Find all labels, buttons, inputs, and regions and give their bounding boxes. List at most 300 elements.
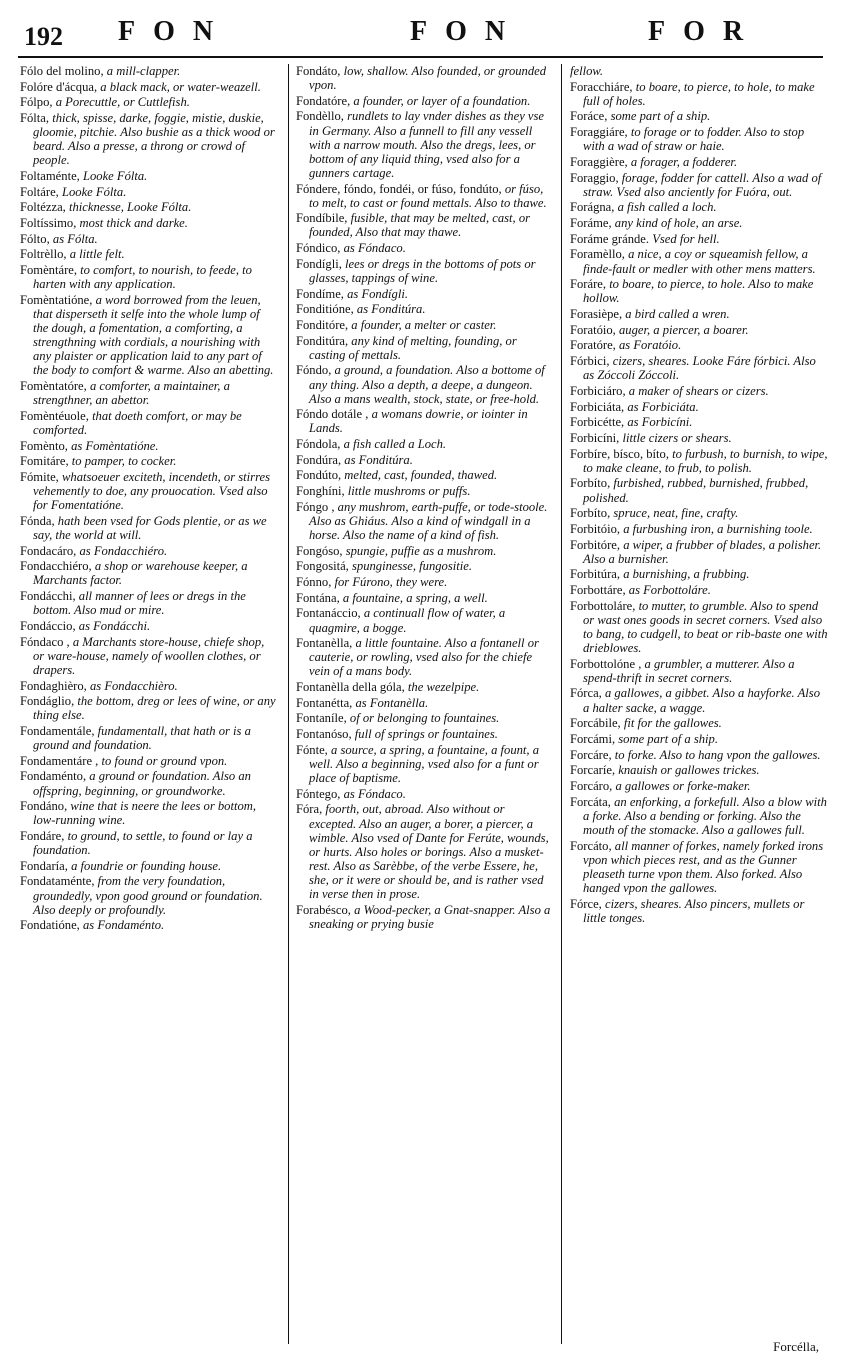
entry-headword: Foraggière, — [570, 154, 628, 169]
entry-headword: Fondíbile, — [296, 211, 348, 226]
entry-headword: Fondáno, — [20, 799, 68, 814]
entry-headword: Fónno, — [296, 575, 332, 590]
entry-headword: Fondácchi, — [20, 589, 76, 604]
entry-headword: Foráre, — [570, 277, 607, 292]
entry-definition: a comforter, a maintainer, a strengthner, an abettor. — [33, 379, 230, 408]
dictionary-entry — [296, 94, 552, 108]
dictionary-entry — [570, 779, 828, 793]
entry-headword: Fondamentále, — [20, 723, 95, 738]
entry-definition: a little fountaine. Also a fontanell or cauterie, or rowling, vsed also for the chiefe vein of a mans body. — [309, 636, 539, 679]
entry-headword: Forbitóio, — [570, 521, 621, 536]
header-word-right: FOR — [648, 16, 762, 47]
dictionary-entry — [20, 859, 278, 873]
dictionary-entry — [296, 544, 552, 558]
entry-definition: fusible, that may be melted, cast, or founded, Also that may thawe. — [309, 211, 531, 240]
dictionary-entry — [20, 409, 278, 437]
entry-definition: cizers, sheares. Also pincers, mullets or little tonges. — [583, 896, 805, 925]
dictionary-entry — [570, 277, 828, 305]
entry-definition: a little felt. — [69, 247, 125, 262]
dictionary-entry — [296, 500, 552, 542]
entry-definition: to forke. Also to hang vpon the gallowes. — [614, 747, 821, 762]
entry-column-3 — [570, 64, 828, 926]
entry-headword: Forbíre, bísco, bíto, — [570, 446, 669, 461]
entry-definition: as Fondígli. — [347, 286, 408, 301]
entry-headword: Fondígli, — [296, 256, 342, 271]
dictionary-entry — [296, 437, 552, 451]
entry-definition: a continuall flow of water, a quagmire, a bogge. — [309, 606, 506, 635]
entry-definition: a maker of shears or cizers. — [628, 383, 769, 398]
entry-definition: as Forbottoláre. — [628, 583, 711, 598]
dictionary-entry — [20, 293, 278, 378]
dictionary-entry — [570, 763, 828, 777]
entry-definition: an enforking, a forkefull. Also a blow with a forke. Also a bending or forking. Also the mouth of the stomacke. Also a gallowes full. — [583, 794, 827, 837]
entry-headword: Fondúra, — [296, 452, 342, 467]
dictionary-entry — [570, 64, 828, 78]
dictionary-entry — [20, 694, 278, 722]
entry-definition: any kind of hole, an arse. — [614, 216, 743, 231]
entry-headword: Fonditóre, — [296, 317, 349, 332]
entry-definition: spungie, puffie as a mushrom. — [345, 543, 497, 558]
entry-definition: a womans dowrie, or iointer in Lands. — [309, 407, 528, 436]
entry-headword: Forbitóre, — [570, 537, 621, 552]
dictionary-entry — [296, 696, 552, 710]
entry-headword: Fondáto, — [296, 64, 341, 78]
entry-headword: Fondúto, — [296, 468, 342, 483]
entry-headword: Fonditúra, — [296, 333, 349, 348]
entry-headword: Foráme gránde. — [570, 231, 650, 246]
entry-definition: a word borrowed from the leuen, that disperseth it selfe into the whole lump of the dough, a fomentation, a comforting, a strengthning with cordials, a nourishing with any plaister or application laid to any part of the body to comfort & warme. Also an abetting. — [33, 292, 274, 378]
entry-definition: most thick and darke. — [79, 216, 188, 231]
entry-headword: Fontanétta, — [296, 695, 353, 710]
dictionary-entry — [570, 567, 828, 581]
entry-headword: Fóngo , — [296, 499, 335, 514]
entry-headword: Fondíme, — [296, 286, 344, 301]
dictionary-entry — [570, 522, 828, 536]
entry-headword: Forbicíni, — [570, 430, 620, 445]
dictionary-entry — [296, 407, 552, 435]
entry-definition: fellow. — [570, 64, 603, 78]
entry-headword: Forbottáre, — [570, 583, 626, 598]
entry-definition: a founder, a melter or caster. — [351, 317, 497, 332]
dictionary-entry — [296, 484, 552, 498]
dictionary-entry — [570, 657, 828, 685]
dictionary-entry — [570, 538, 828, 566]
entry-definition: any mushrom, earth-puffe, or tode-stoole. Also as Ghiáus. Also a kind of windgall in a horse. Also the name of a kind of fish. — [309, 499, 548, 542]
entry-headword: Fóndola, — [296, 437, 341, 452]
entry-headword: Fórca, — [570, 686, 602, 701]
header-word-middle: FON — [410, 16, 524, 47]
entry-definition: as Fontanèlla. — [355, 695, 429, 710]
entry-headword: Forbicétte, — [570, 415, 625, 430]
dictionary-entry — [20, 263, 278, 291]
entry-headword: Fondacchiéro, — [20, 559, 92, 574]
entry-definition: the bottom, dreg or lees of wine, or any thing else. — [33, 694, 276, 723]
dictionary-entry — [20, 829, 278, 857]
entry-definition: a foundrie or founding house. — [71, 858, 222, 873]
entry-definition: whatsoeuer exciteth, incendeth, or stirres vehemently to doe, any prouocation. Vsed also for Fomentatióne. — [33, 470, 270, 513]
dictionary-entry — [570, 155, 828, 169]
entry-definition: auger, a piercer, a boarer. — [618, 322, 749, 337]
entry-definition: a wiper, a frubber of blades, a polisher. Also a burnisher. — [583, 537, 822, 566]
dictionary-entry — [20, 874, 278, 916]
entry-definition: as Fonditúra. — [344, 452, 413, 467]
entry-headword: Fórce, — [570, 896, 602, 911]
entry-headword: Forbiciáro, — [570, 383, 626, 398]
entry-definition: hath been vsed for Gods plentie, or as we say, the world at will. — [33, 513, 267, 542]
entry-headword: Fomèntéuole, — [20, 408, 89, 423]
dictionary-entry — [296, 182, 552, 210]
dictionary-entry — [296, 241, 552, 255]
dictionary-entry — [20, 769, 278, 797]
entry-definition: a bird called a wren. — [625, 307, 730, 322]
entry-headword: Forcámi, — [570, 731, 616, 746]
entry-definition: a furbushing iron, a burnishing toole. — [623, 521, 813, 536]
dictionary-entry — [296, 559, 552, 573]
entry-definition: as Forbiciáta. — [627, 399, 699, 414]
entry-headword: Fondaménto, — [20, 769, 87, 784]
header-word-left: FON — [118, 16, 232, 47]
catchword: Forcélla, — [773, 1339, 819, 1354]
entry-headword: Fóndere, fóndo, fondéi, or fúso, fondúto, — [296, 181, 502, 196]
entry-headword: Foráme, — [570, 216, 612, 231]
dictionary-entry — [20, 724, 278, 752]
dictionary-entry — [570, 384, 828, 398]
dictionary-entry — [570, 307, 828, 321]
entry-definition: any kind of melting, founding, or casting of mettals. — [309, 333, 517, 362]
dictionary-entry — [570, 839, 828, 895]
entry-definition: low, shallow. Also founded, or grounded vpon. — [309, 64, 547, 93]
entry-headword: Forcáto, — [570, 838, 612, 853]
entry-definition: a Marchants store-house, chiefe shop, or ware-house, namely of woollen clothes, or drapers. — [33, 634, 265, 677]
dictionary-entry — [570, 109, 828, 123]
entry-definition: as Fóndaco. — [343, 786, 406, 801]
entry-definition: rundlets to lay vnder dishes as they vse in Germany. Also a funnell to fill any vessell with a narrow mouth. Also the dregs, lees, or bottom of any liquid thing, vsed also for a gunners cartage. — [309, 109, 545, 180]
entry-definition: wine that is neere the lees or bottom, low-running wine. — [33, 799, 257, 828]
entry-headword: Forbíto, — [570, 506, 611, 521]
entry-headword: Fomèntatóre, — [20, 379, 87, 394]
dictionary-entry — [20, 185, 278, 199]
entry-definition: foorth, out, abroad. Also without or excepted. Also an auger, a borer, a piercer, a wimble. Also vsed of Dante for Ferúte, wounds, or hurts. Also holes or borings. Also a musket-rest. Also as Sarèbbe, of the verbe Essere, he, she, or it were or should be, and is rather vsed in verse then in prose. — [309, 802, 549, 901]
entry-headword: Fónda, — [20, 513, 55, 528]
entry-definition: a Porecuttle, or Cuttlefish. — [55, 95, 190, 110]
entry-headword: Fontanáccio, — [296, 606, 361, 621]
dictionary-entry — [296, 109, 552, 179]
header-rule — [18, 56, 823, 58]
dictionary-entry — [20, 559, 278, 587]
entry-headword: Foltaménte, — [20, 169, 80, 184]
dictionary-entry — [570, 795, 828, 837]
entry-headword: Foramèllo, — [570, 247, 625, 262]
entry-definition: as Fondaménto. — [82, 918, 165, 933]
entry-definition: a black mack, or water-weazell. — [100, 79, 261, 94]
column-divider — [561, 64, 562, 1344]
entry-definition: a gallowes or forke-maker. — [615, 779, 751, 793]
entry-headword: Fóndico, — [296, 241, 341, 256]
entry-definition: the wezelpipe. — [407, 680, 480, 695]
entry-headword: Fondatóre, — [296, 93, 351, 108]
entry-definition: as Fondácchi. — [78, 618, 151, 633]
entry-headword: Forbíto, — [570, 476, 611, 491]
entry-headword: Forbottoláre, — [570, 598, 636, 613]
dictionary-entry — [296, 468, 552, 482]
entry-definition: Looke Fólta. — [61, 184, 127, 199]
dictionary-entry — [20, 679, 278, 693]
entry-headword: Foráce, — [570, 109, 608, 124]
dictionary-entry — [20, 216, 278, 230]
entry-definition: that doeth comfort, or may be comforted. — [33, 408, 242, 437]
dictionary-entry — [296, 680, 552, 694]
dictionary-entry — [296, 211, 552, 239]
entry-definition: a source, a spring, a fountaine, a fount, a well. Also a beginning, vsed also for a funt or place of baptisme. — [309, 742, 540, 786]
entry-definition: to pamper, to cocker. — [71, 454, 177, 469]
entry-headword: Fontanèlla, — [296, 636, 353, 651]
entry-definition: a nice, a coy or squeamish fellow, a finde-fault or medler with other mens matters. — [583, 247, 816, 276]
entry-definition: for Fúrono, they were. — [334, 575, 448, 590]
entry-definition: to found or ground vpon. — [101, 753, 228, 768]
entry-definition: as Fóndaco. — [343, 241, 406, 256]
entry-definition: a ground or foundation. Also an offspring, beginning, or groundworke. — [33, 769, 251, 798]
entry-headword: Fondataménte, — [20, 874, 95, 889]
entry-definition: a shop or warehouse keeper, a Marchants factor. — [33, 559, 248, 588]
entry-headword: Forbiciáta, — [570, 399, 625, 414]
entry-headword: Forágna, — [570, 200, 615, 215]
entry-definition: all manner of lees or dregs in the bottom. Also mud or mire. — [33, 589, 246, 618]
entry-headword: Fóra, — [296, 802, 323, 817]
dictionary-entry — [20, 95, 278, 109]
entry-headword: Fongositá, — [296, 559, 349, 574]
dictionary-entry — [570, 247, 828, 275]
entry-headword: Fontanóso, — [296, 727, 352, 742]
dictionary-entry — [570, 200, 828, 214]
entry-definition: knauish or gallowes trickes. — [618, 763, 760, 778]
dictionary-entry — [20, 544, 278, 558]
entry-headword: Fondaría, — [20, 858, 68, 873]
entry-definition: as Fomèntatióne. — [71, 438, 159, 453]
entry-definition: to boare, to pierce, to hole. Also to make hollow. — [583, 277, 814, 306]
entry-headword: Forbitúra, — [570, 567, 621, 582]
dictionary-entry — [20, 439, 278, 453]
entry-headword: Fomènto, — [20, 438, 68, 453]
entry-definition: a mill-clapper. — [106, 64, 181, 78]
dictionary-entry — [20, 454, 278, 468]
entry-headword: Foltrèllo, — [20, 247, 67, 262]
entry-column-2 — [296, 64, 552, 932]
entry-headword: Fondatióne, — [20, 918, 80, 933]
entry-definition: a gallowes, a gibbet. Also a hayforke. Also a halter sacke, a wagge. — [583, 686, 821, 715]
entry-definition: to ground, to settle, to found or lay a foundation. — [33, 829, 253, 858]
dictionary-entry — [570, 476, 828, 504]
dictionary-entry — [570, 599, 828, 655]
dictionary-entry — [20, 754, 278, 768]
dictionary-entry — [570, 748, 828, 762]
dictionary-entry — [20, 379, 278, 407]
entry-definition: melted, cast, founded, thawed. — [344, 468, 498, 483]
entry-column-1 — [20, 64, 278, 934]
entry-definition: little mushroms or puffs. — [347, 484, 471, 499]
dictionary-entry — [570, 400, 828, 414]
entry-definition: full of springs or fountaines. — [354, 727, 498, 742]
dictionary-entry — [296, 287, 552, 301]
entry-headword: Fongóso, — [296, 543, 343, 558]
dictionary-entry — [296, 591, 552, 605]
entry-definition: to mutter, to grumble. Also to spend or wast ones goods in secret corners. Vsed also to bang, to cudgell, to beat or rib-baste one with drieblowes. — [583, 598, 828, 655]
entry-headword: Forcáre, — [570, 747, 612, 762]
dictionary-entry — [570, 232, 828, 246]
entry-headword: Fólo del molino, — [20, 64, 104, 78]
dictionary-entry — [296, 453, 552, 467]
entry-headword: Foltézza, — [20, 200, 66, 215]
entry-headword: Foltíssimo, — [20, 216, 77, 231]
dictionary-entry — [296, 575, 552, 589]
entry-definition: as Fondacchièro. — [89, 678, 178, 693]
dictionary-entry — [570, 732, 828, 746]
entry-definition: little cizers or shears. — [622, 430, 732, 445]
dictionary-entry — [296, 743, 552, 785]
entry-definition: lees or dregs in the bottoms of pots or glasses, tappings of wine. — [309, 256, 536, 285]
dictionary-entry — [570, 447, 828, 475]
dictionary-entry — [296, 636, 552, 678]
entry-headword: Fóndo, — [296, 363, 332, 378]
entry-definition: cizers, sheares. Looke Fáre fórbici. Also as Zóccoli Zóccoli. — [583, 354, 816, 383]
entry-headword: Fondamentáre , — [20, 753, 99, 768]
entry-definition: a fish called a loch. — [617, 200, 717, 215]
entry-definition: as Forbicíni. — [627, 415, 693, 430]
entry-definition: Looke Fólta. — [82, 169, 148, 184]
dictionary-entry — [570, 354, 828, 382]
entry-definition: a fish called a Loch. — [343, 437, 447, 452]
entry-headword: Forcáta, — [570, 794, 611, 809]
entry-headword: Fomitáre, — [20, 454, 69, 469]
entry-headword: Fólto, — [20, 231, 50, 246]
entry-headword: Fondèllo, — [296, 109, 344, 124]
entry-definition: to boare, to pierce, to hole, to make full of holes. — [583, 79, 815, 108]
entry-definition: as Fólta. — [52, 231, 98, 246]
entry-definition: a Wood-pecker, a Gnat-snapper. Also a sneaking or prying busie — [309, 902, 551, 931]
entry-headword: Fontanèlla della góla, — [296, 680, 405, 695]
dictionary-entry — [20, 80, 278, 94]
entry-headword: Fontána, — [296, 590, 340, 605]
dictionary-entry — [20, 635, 278, 677]
entry-definition: fit for the gallowes. — [623, 716, 722, 731]
entry-headword: Fóntego, — [296, 786, 341, 801]
dictionary-entry — [20, 111, 278, 167]
entry-headword: Fómite, — [20, 470, 59, 485]
entry-headword: Fóndo dotále , — [296, 407, 369, 422]
dictionary-entry — [296, 334, 552, 362]
entry-definition: furbished, rubbed, burnished, frubbed, polished. — [583, 476, 809, 505]
dictionary-entry — [570, 716, 828, 730]
entry-definition: a founder, or layer of a foundation. — [353, 93, 531, 108]
dictionary-entry — [570, 431, 828, 445]
dictionary-entry — [296, 302, 552, 316]
dictionary-entry — [20, 247, 278, 261]
entry-headword: Foltáre, — [20, 184, 59, 199]
entry-headword: Foracchiáre, — [570, 79, 633, 94]
dictionary-entry — [570, 338, 828, 352]
entry-definition: a burnishing, a frubbing. — [623, 567, 750, 582]
dictionary-entry — [296, 727, 552, 741]
entry-definition: a forager, a fodderer. — [630, 154, 738, 169]
entry-headword: Forcaríe, — [570, 763, 616, 778]
dictionary-entry — [570, 125, 828, 153]
dictionary-entry — [570, 323, 828, 337]
dictionary-entry — [296, 606, 552, 634]
dictionary-entry — [570, 216, 828, 230]
entry-headword: Foraggio, — [570, 170, 619, 185]
entry-headword: Fondaghièro, — [20, 678, 87, 693]
dictionary-entry — [20, 64, 278, 78]
entry-headword: Foraggiáre, — [570, 125, 628, 140]
entry-definition: a grumbler, a mutterer. Also a spend-thrift in secret corners. — [583, 656, 795, 685]
dictionary-entry — [570, 171, 828, 199]
entry-definition: thicknesse, Looke Fólta. — [68, 200, 192, 215]
entry-headword: Fonditióne, — [296, 302, 354, 317]
entry-headword: Forbottolóne , — [570, 656, 642, 671]
dictionary-entry — [570, 506, 828, 520]
dictionary-entry — [296, 363, 552, 405]
entry-definition: thick, spisse, darke, foggie, mistie, duskie, gloomie, pitchie. Also bushie as a thick wood or beard. Also a presse, a throng or crowd of people. — [33, 111, 275, 168]
entry-definition: to furbush, to burnish, to wipe, to make cleane, to frub, to polish. — [583, 446, 828, 475]
entry-definition: a ground, a foundation. Also a bottome of any thing. Also a depth, a deepe, a dungeon. Also a mans wealth, stock, state, or free-hold. — [309, 363, 545, 406]
dictionary-entry — [20, 589, 278, 617]
entry-definition: forage, fodder for cattell. Also a wad of straw. Vsed also anciently for Fuóra, out. — [583, 170, 822, 199]
dictionary-entry — [20, 169, 278, 183]
entry-headword: Fólpo, — [20, 95, 53, 110]
entry-headword: Forcábile, — [570, 716, 621, 731]
dictionary-entry — [570, 583, 828, 597]
entry-headword: Fondáglio, — [20, 694, 75, 709]
entry-headword: Fonghíni, — [296, 484, 345, 499]
dictionary-entry — [296, 903, 552, 931]
entry-headword: Fóndaco , — [20, 634, 70, 649]
entry-headword: Fondáre, — [20, 829, 65, 843]
dictionary-entry — [296, 711, 552, 725]
dictionary-entry — [20, 514, 278, 542]
entry-headword: Forcáro, — [570, 779, 613, 793]
entry-headword: Foratóre, — [570, 338, 616, 353]
dictionary-entry — [570, 897, 828, 925]
entry-definition: some part of a ship. — [618, 731, 718, 746]
entry-definition: to comfort, to nourish, to feede, to harten with any application. — [33, 263, 252, 292]
entry-definition: from the very foundation, groundedly, vpon good ground or foundation. Also deeply or profoundly. — [33, 874, 263, 917]
dictionary-entry — [20, 232, 278, 246]
column-divider — [288, 64, 289, 1344]
running-header — [18, 10, 825, 58]
entry-definition: or fúso, to melt, to cast or found mettals. Also to thawe. — [309, 181, 547, 210]
dictionary-entry — [296, 64, 552, 92]
entry-headword: Fondacáro, — [20, 543, 77, 558]
entry-definition: as Fonditúra. — [356, 302, 426, 317]
dictionary-entry — [296, 802, 552, 901]
entry-definition: as Fondacchiéro. — [79, 543, 168, 558]
dictionary-entry — [20, 918, 278, 932]
entry-definition: some part of a ship. — [610, 109, 711, 124]
entry-headword: Fórbici, — [570, 354, 610, 369]
dictionary-entry — [20, 799, 278, 827]
entry-headword: Fomèntáre, — [20, 263, 78, 278]
entry-definition: Vsed for hell. — [652, 231, 720, 246]
entry-headword: Forasièpe, — [570, 307, 623, 322]
entry-definition: of or belonging to fountaines. — [349, 711, 500, 726]
entry-definition: to forage or to fodder. Also to stop with a wad of straw or haie. — [583, 125, 805, 154]
dictionary-entry — [296, 787, 552, 801]
entry-definition: as Foratóio. — [618, 338, 682, 353]
entry-headword: Fontaníle, — [296, 711, 347, 726]
entry-headword: Fólta, — [20, 111, 50, 126]
dictionary-entry — [20, 470, 278, 512]
entry-definition: spruce, neat, fine, crafty. — [613, 506, 739, 521]
entry-headword: Forabésco, — [296, 902, 351, 917]
